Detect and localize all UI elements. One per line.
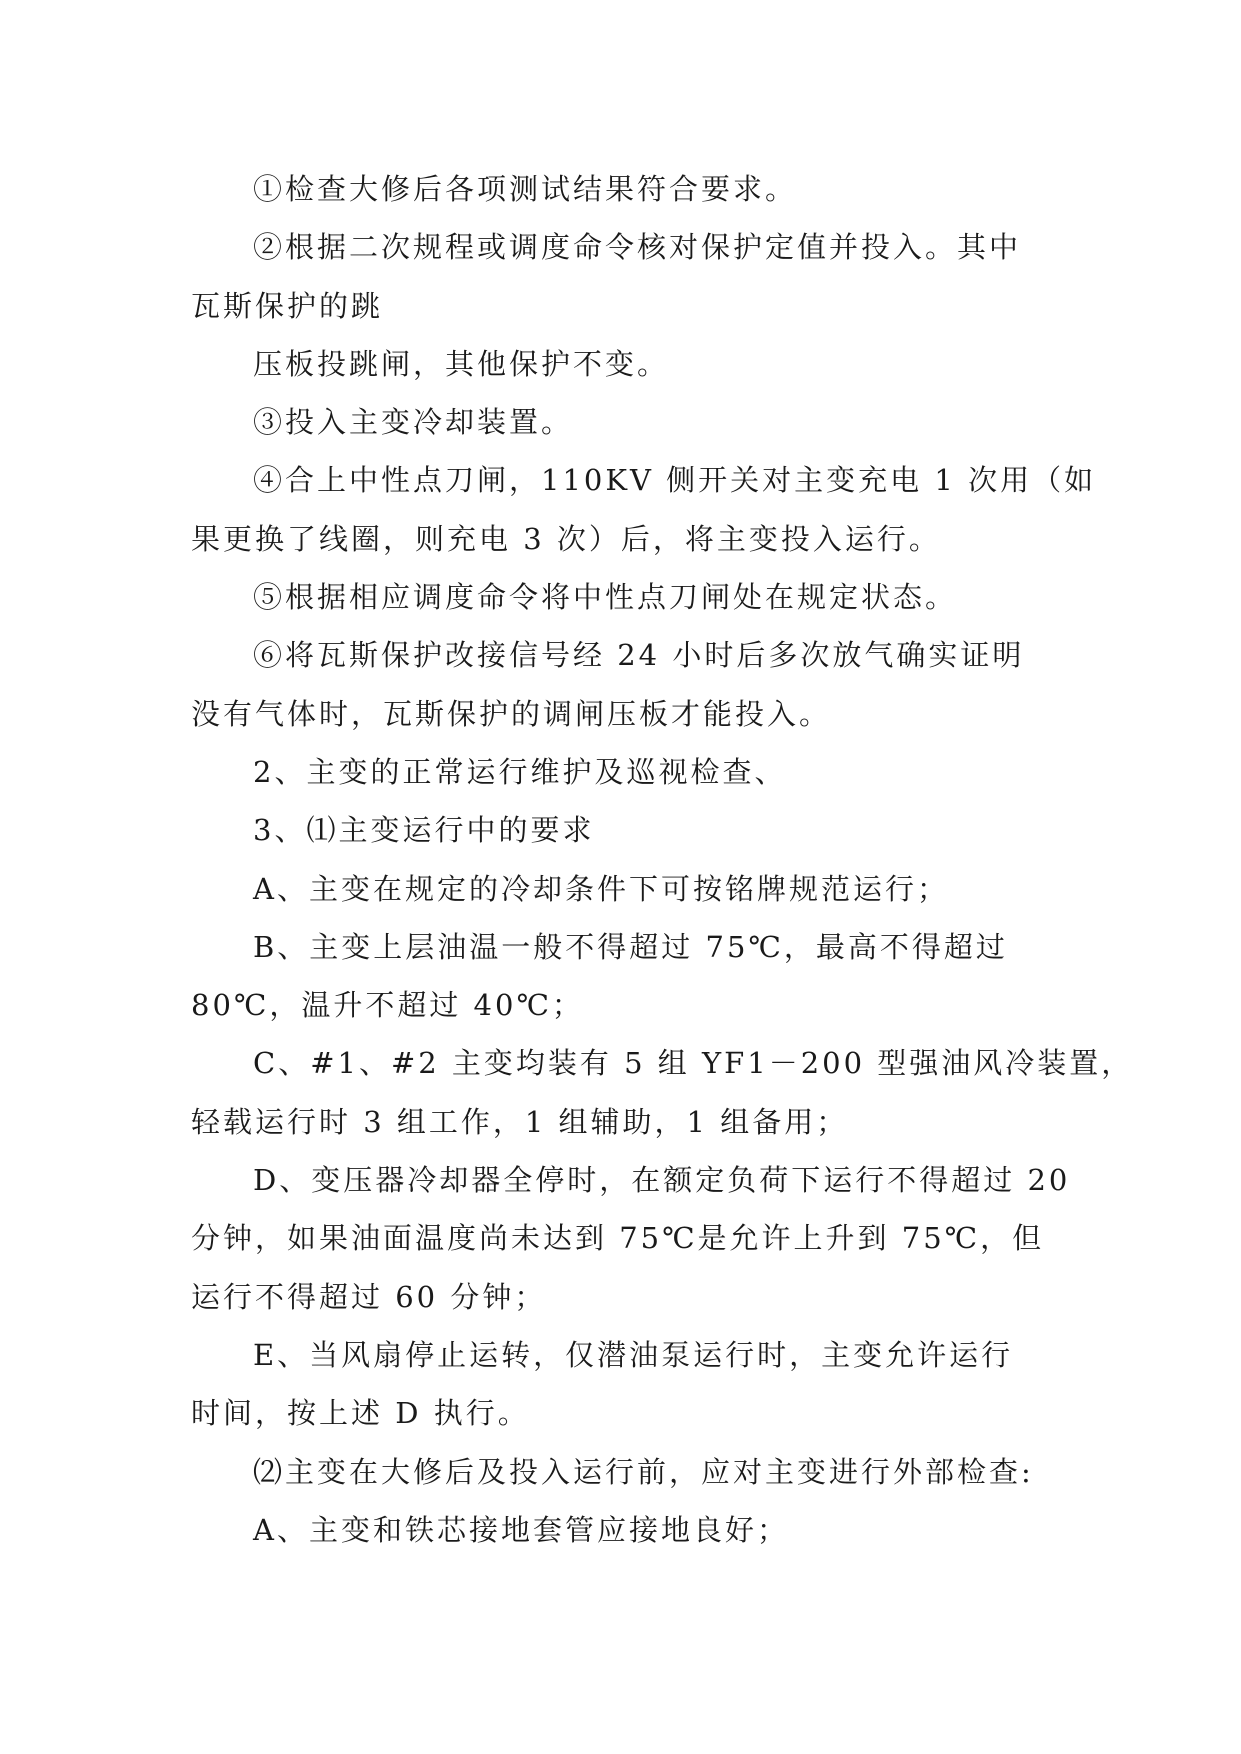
paragraph-line: ①检查大修后各项测试结果符合要求。 [253,172,798,206]
document-body [191,160,1134,1559]
paragraph-line: ⑤根据相应调度命令将中性点刀闸处在规定状态。 [253,580,958,615]
paragraph-line: 瓦斯保护的跳 [191,288,384,323]
paragraph-line: 果更换了线圈，则充电 3 次）后，将主变投入运行。 [191,521,941,556]
paragraph-line: B、主变上层油温一般不得超过 75℃，最高不得超过 [253,929,1008,964]
paragraph-line: ③投入主变冷却装置。 [253,405,574,440]
paragraph-line: 80℃，温升不超过 40℃； [191,988,584,1023]
paragraph-line: ②根据二次规程或调度命令核对保护定值并投入。其中 [253,230,1022,265]
paragraph-line: 压板投跳闸，其他保护不变。 [253,346,670,381]
paragraph-line: D、变压器冷却器全停时，在额定负荷下运行不得超过 20 [253,1163,1071,1198]
paragraph-line: E、当风扇停止运转，仅潜油泵运行时，主变允许运行 [253,1337,1014,1372]
section-heading: 3、⑴主变运行中的要求 [253,813,595,848]
paragraph-line: 分钟，如果油面温度尚未达到 75℃是允许上升到 75℃，但 [191,1221,1045,1256]
paragraph-line: A、主变和铁芯接地套管应接地良好； [253,1512,789,1547]
paragraph-line: 轻载运行时 3 组工作，1 组辅助，1 组备用； [191,1104,849,1139]
paragraph-line: C、#1、#2 主变均装有 5 组 YF1－200 型强油风冷装置， [253,1046,1134,1081]
paragraph-line: ⑥将瓦斯保护改接信号经 24 小时后多次放气确实证明 [253,638,1025,673]
paragraph-line: ④合上中性点刀闸，110KV 侧开关对主变充电 1 次用（如 [253,463,1097,498]
paragraph-line: 时间，按上述 D 执行。 [191,1396,530,1431]
paragraph-line: 运行不得超过 60 分钟； [191,1279,547,1314]
paragraph-line: 没有气体时，瓦斯保护的调闸压板才能投入。 [191,696,832,731]
paragraph-line: ⑵主变在大修后及投入运行前，应对主变进行外部检查: [253,1454,1034,1489]
paragraph-line: A、主变在规定的冷却条件下可按铭牌规范运行； [253,871,949,906]
section-heading: 2、主变的正常运行维护及巡视检查、 [253,754,787,789]
